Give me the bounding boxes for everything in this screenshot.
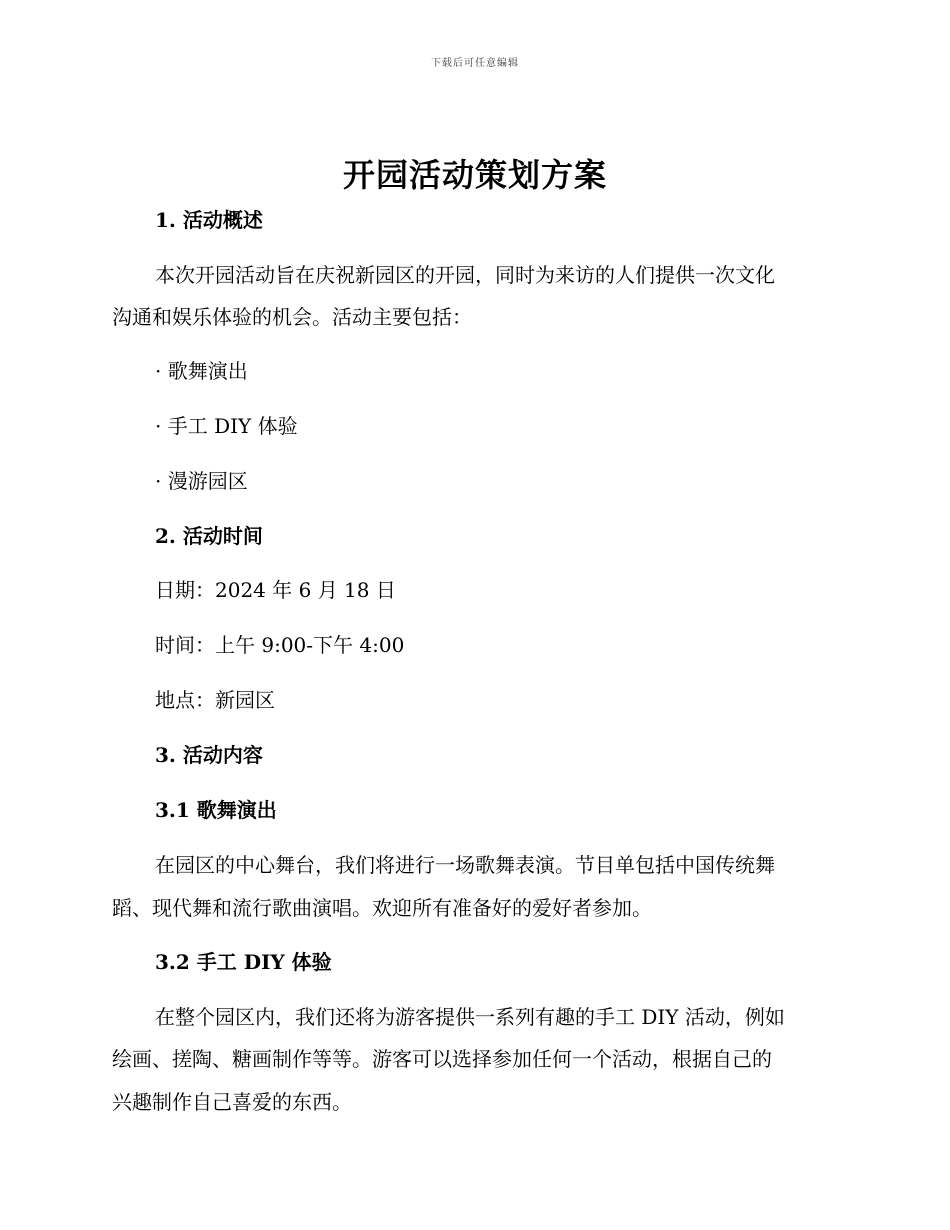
subsection-heading-diy: 3.2 手工 DIY 体验 [155,950,332,974]
section-heading-overview: 1. 活动概述 [155,208,263,232]
bullet-item-1: · 歌舞演出 [155,359,248,383]
event-date: 日期：2024 年 6 月 18 日 [155,578,396,602]
document-title: 开园活动策划方案 [342,156,607,194]
diy-paragraph-line-1: 在整个园区内，我们还将为游客提供一系列有趣的手工 DIY 活动，例如 [155,1005,785,1029]
overview-paragraph-line-2: 沟通和娱乐体验的机会。活动主要包括： [112,305,472,329]
diy-paragraph-line-2: 绘画、搓陶、糖画制作等等。游客可以选择参加任何一个活动，根据自己的 [112,1047,772,1071]
subsection-heading-performance: 3.1 歌舞演出 [155,798,277,822]
bullet-item-3: · 漫游园区 [155,469,248,493]
performance-paragraph-line-1: 在园区的中心舞台，我们将进行一场歌舞表演。节目单包括中国传统舞 [155,853,775,877]
section-heading-content: 3. 活动内容 [155,743,263,767]
diy-paragraph-line-3: 兴趣制作自己喜爱的东西。 [112,1090,352,1114]
bullet-item-2: · 手工 DIY 体验 [155,414,298,438]
performance-paragraph-line-2: 蹈、现代舞和流行歌曲演唱。欢迎所有准备好的爱好者参加。 [112,896,652,920]
section-heading-time: 2. 活动时间 [155,524,263,548]
header-note: 下载后可任意编辑 [431,58,519,69]
event-place: 地点：新园区 [155,688,275,712]
event-time: 时间：上午 9:00-下午 4:00 [155,633,405,657]
overview-paragraph-line-1: 本次开园活动旨在庆祝新园区的开园，同时为来访的人们提供一次文化 [155,263,775,287]
